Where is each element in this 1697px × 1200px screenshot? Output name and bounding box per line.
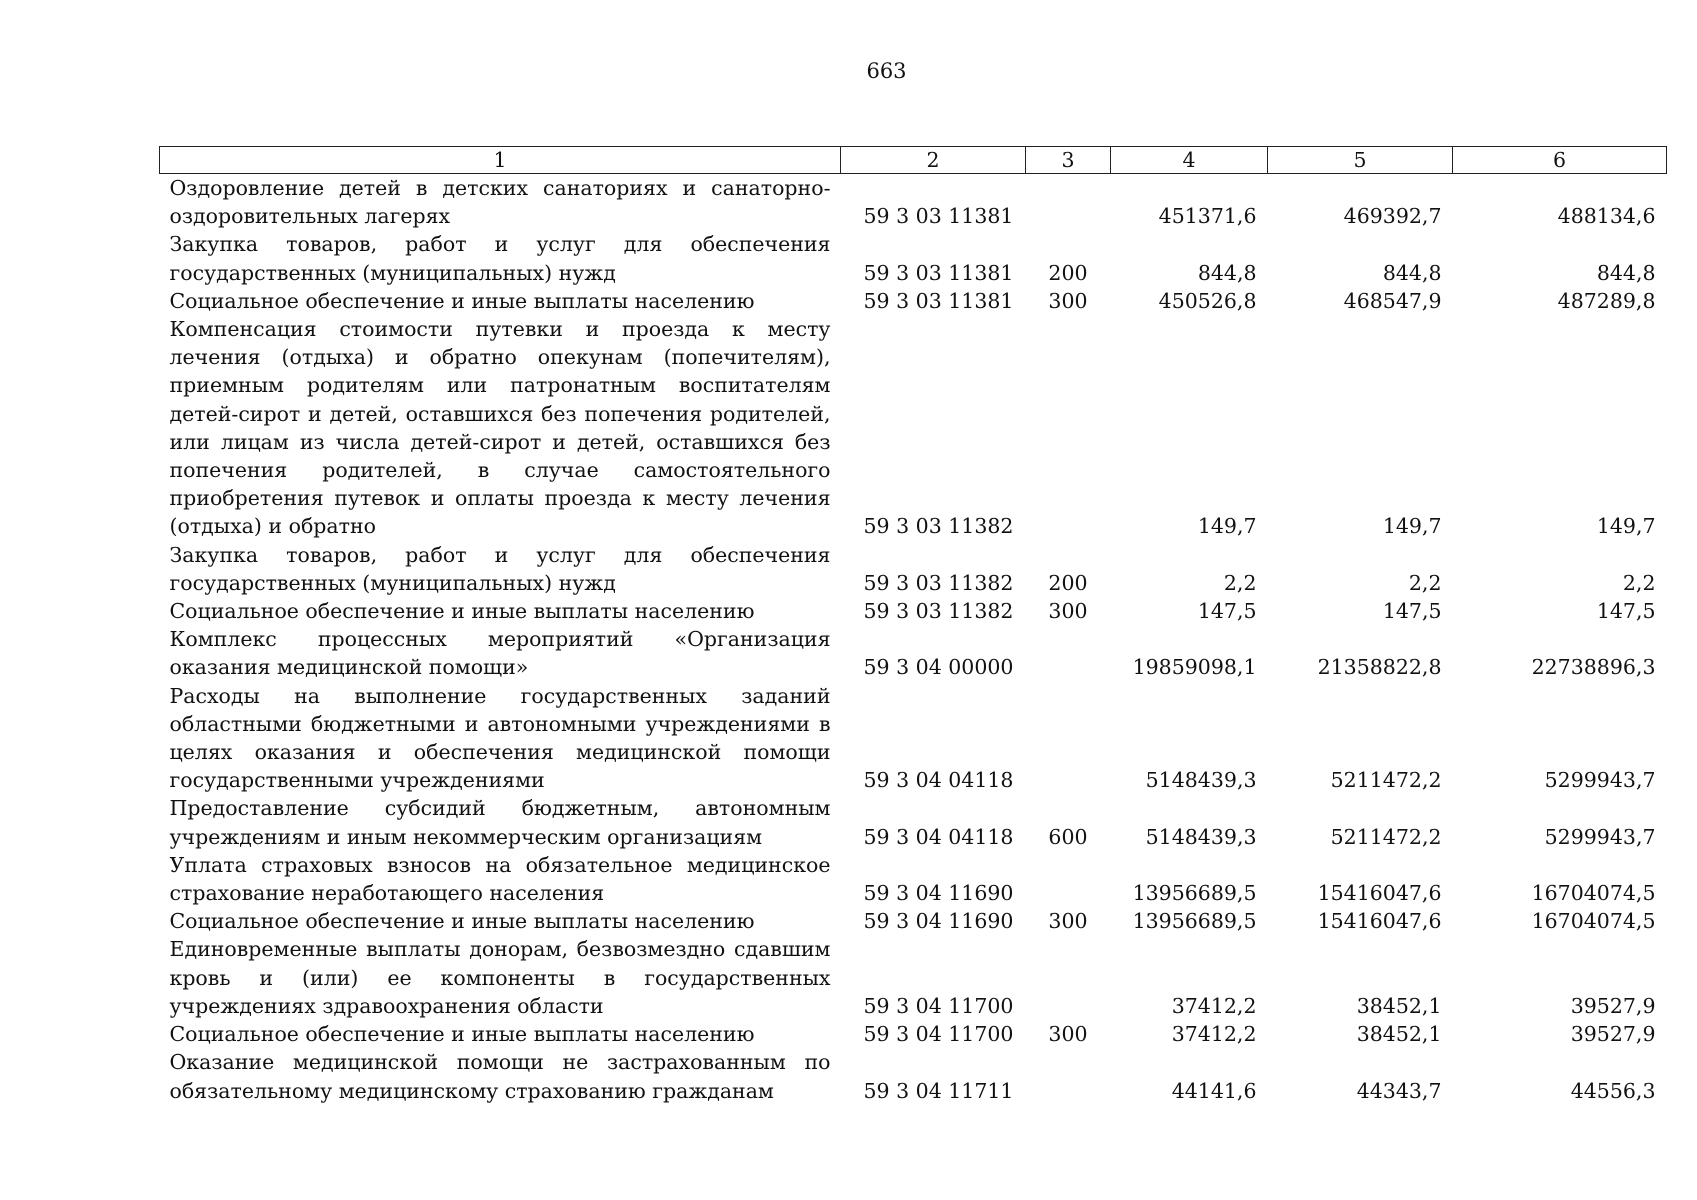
- table-row: [160, 287, 1667, 315]
- row-code-cell: 59 3 04 04118: [863, 768, 1014, 793]
- row-code-cell: 59 3 04 11700: [863, 993, 1014, 1018]
- row-name-cell: Социальное обеспечение и иные выплаты населению: [169, 599, 755, 624]
- row-code-cell: 59 3 04 11711: [863, 1078, 1014, 1103]
- row-name-cell: Предоставление субсидий бюджетным, автономным учреждениям и иным некоммерческим организациям: [169, 796, 831, 849]
- row-amount-col5-cell: 468547,9: [1343, 288, 1442, 313]
- table-row: [160, 174, 1667, 231]
- column-header-2: 2: [841, 147, 1026, 174]
- row-amount-col6-cell: 147,5: [1596, 599, 1656, 624]
- row-amount-col4-cell: 149,7: [1197, 514, 1257, 539]
- row-amount-col5-cell: 38452,1: [1356, 993, 1442, 1018]
- row-name-cell: Социальное обеспечение и иные выплаты населению: [169, 909, 755, 934]
- row-amount-col4-cell: 13956689,5: [1132, 881, 1257, 906]
- table-row: [160, 597, 1667, 625]
- row-amount-col4-cell: 5148439,3: [1145, 768, 1257, 793]
- row-amount-col6-cell: 16704074,5: [1531, 881, 1656, 906]
- row-amount-col4-cell: 844,8: [1197, 260, 1257, 285]
- row-amount-col6-cell: 487289,8: [1557, 288, 1656, 313]
- row-amount-col5-cell: 5211472,2: [1330, 824, 1442, 849]
- row-amount-col4-cell: 450526,8: [1158, 288, 1257, 313]
- row-code-cell: 59 3 03 11381: [863, 204, 1014, 229]
- row-expense-type-cell: 300: [1048, 599, 1088, 624]
- row-expense-type-cell: [1026, 174, 1111, 231]
- column-header-1: 1: [160, 147, 841, 174]
- row-amount-col6-cell: 22738896,3: [1531, 655, 1656, 680]
- table-row: [160, 935, 1667, 1020]
- row-amount-col5-cell: 44343,7: [1356, 1078, 1442, 1103]
- table-row: [160, 682, 1667, 795]
- row-expense-type-cell: [1026, 851, 1111, 907]
- row-expense-type-cell: 200: [1048, 570, 1088, 595]
- row-amount-col6-cell: 5299943,7: [1544, 768, 1656, 793]
- row-name-cell: Социальное обеспечение и иные выплаты населению: [169, 1022, 755, 1047]
- row-code-cell: 59 3 03 11382: [863, 599, 1014, 624]
- row-name-cell: Социальное обеспечение и иные выплаты населению: [169, 288, 755, 313]
- table-header: [160, 147, 1667, 174]
- table-row: [160, 907, 1667, 935]
- row-code-cell: 59 3 04 11700: [863, 1022, 1014, 1047]
- row-amount-col6-cell: 149,7: [1596, 514, 1656, 539]
- row-amount-col5-cell: 147,5: [1382, 599, 1442, 624]
- row-amount-col4-cell: 147,5: [1197, 599, 1257, 624]
- row-amount-col5-cell: 15416047,6: [1317, 881, 1442, 906]
- row-code-cell: 59 3 03 11382: [863, 514, 1014, 539]
- row-amount-col4-cell: 5148439,3: [1145, 824, 1257, 849]
- row-code-cell: 59 3 04 11690: [863, 881, 1014, 906]
- row-amount-col5-cell: 844,8: [1382, 260, 1442, 285]
- table-row: [160, 315, 1667, 541]
- row-name-cell: Закупка товаров, работ и услуг для обеспечения государственных (муниципальных) нужд: [169, 542, 831, 595]
- row-name-cell: Расходы на выполнение государственных заданий областными бюджетными и автономными учреждениями в целях оказания и обеспечения медицинской помощи государственными учреждениями: [169, 683, 831, 793]
- row-amount-col6-cell: 39527,9: [1570, 993, 1656, 1018]
- header-row: [160, 147, 1667, 174]
- row-amount-col6-cell: 44556,3: [1570, 1078, 1656, 1103]
- row-name-cell: Закупка товаров, работ и услуг для обеспечения государственных (муниципальных) нужд: [169, 232, 831, 285]
- row-name-cell: Оказание медицинской помощи не застрахованным по обязательному медицинскому страхованию гражданам: [169, 1050, 831, 1103]
- row-amount-col5-cell: 15416047,6: [1317, 909, 1442, 934]
- row-amount-col4-cell: 37412,2: [1171, 1022, 1257, 1047]
- column-header-5: 5: [1268, 147, 1453, 174]
- table-row: [160, 851, 1667, 907]
- table-row: [160, 794, 1667, 850]
- row-amount-col6-cell: 488134,6: [1557, 204, 1656, 229]
- row-expense-type-cell: [1026, 935, 1111, 1020]
- row-amount-col5-cell: 5211472,2: [1330, 768, 1442, 793]
- table-row: [160, 1048, 1667, 1104]
- row-expense-type-cell: 300: [1048, 288, 1088, 313]
- row-name-cell: Комплекс процессных мероприятий «Организация оказания медицинской помощи»: [169, 627, 831, 680]
- row-amount-col6-cell: 16704074,5: [1531, 909, 1656, 934]
- row-code-cell: 59 3 03 11382: [863, 570, 1014, 595]
- row-code-cell: 59 3 04 04118: [863, 824, 1014, 849]
- budget-table-wrapper: [159, 146, 1666, 1105]
- row-expense-type-cell: 300: [1048, 1022, 1088, 1047]
- column-header-3: 3: [1026, 147, 1111, 174]
- row-expense-type-cell: [1026, 625, 1111, 681]
- row-amount-col5-cell: 149,7: [1382, 514, 1442, 539]
- row-expense-type-cell: 300: [1048, 909, 1088, 934]
- row-name-cell: Уплата страховых взносов на обязательное медицинское страхование неработающего населения: [169, 852, 831, 906]
- row-amount-col5-cell: 21358822,8: [1317, 655, 1442, 680]
- table-row: [160, 625, 1667, 681]
- row-code-cell: 59 3 03 11381: [863, 288, 1014, 313]
- page-number: 663: [866, 59, 907, 83]
- row-amount-col6-cell: 5299943,7: [1544, 824, 1656, 849]
- row-amount-col4-cell: 19859098,1: [1132, 655, 1257, 680]
- row-amount-col6-cell: 2,2: [1622, 570, 1656, 595]
- column-header-6: 6: [1453, 147, 1667, 174]
- budget-table: [159, 146, 1667, 1105]
- row-amount-col5-cell: 38452,1: [1356, 1022, 1442, 1047]
- table-row: [160, 541, 1667, 597]
- table-row: [160, 230, 1667, 286]
- row-amount-col4-cell: 44141,6: [1171, 1078, 1257, 1103]
- row-name-cell: Оздоровление детей в детских санаториях и санаторно-оздоровительных лагерях: [169, 176, 831, 229]
- row-code-cell: 59 3 04 00000: [863, 655, 1014, 680]
- row-expense-type-cell: [1026, 1048, 1111, 1104]
- table-body: [160, 174, 1667, 1105]
- row-code-cell: 59 3 04 11690: [863, 909, 1014, 934]
- column-header-4: 4: [1111, 147, 1268, 174]
- row-name-cell: Компенсация стоимости путевки и проезда к месту лечения (отдыха) и обратно опекунам (попечителям), приемным родителям или патронатным воспитателям детей-сирот и детей, оставшихся без попечения родителей, или лицам из числа детей-сирот и детей, оставшихся без попечения родителей, в случае самостоятельного приобретения путевок и оплаты проезда к месту лечения (отдыха) и обратно: [169, 317, 831, 539]
- row-expense-type-cell: [1026, 315, 1111, 541]
- table-row: [160, 1020, 1667, 1048]
- row-amount-col4-cell: 37412,2: [1171, 993, 1257, 1018]
- row-amount-col5-cell: 2,2: [1408, 570, 1442, 595]
- row-amount-col4-cell: 451371,6: [1158, 204, 1257, 229]
- row-code-cell: 59 3 03 11381: [863, 260, 1014, 285]
- row-name-cell: Единовременные выплаты донорам, безвозмездно сдавшим кровь и (или) ее компоненты в государственных учреждениях здравоохранения области: [169, 937, 831, 1018]
- row-amount-col6-cell: 844,8: [1596, 260, 1656, 285]
- row-expense-type-cell: 600: [1048, 824, 1088, 849]
- row-amount-col4-cell: 13956689,5: [1132, 909, 1257, 934]
- row-amount-col5-cell: 469392,7: [1343, 204, 1442, 229]
- row-amount-col4-cell: 2,2: [1223, 570, 1257, 595]
- row-expense-type-cell: 200: [1048, 260, 1088, 285]
- row-amount-col6-cell: 39527,9: [1570, 1022, 1656, 1047]
- row-expense-type-cell: [1026, 682, 1111, 795]
